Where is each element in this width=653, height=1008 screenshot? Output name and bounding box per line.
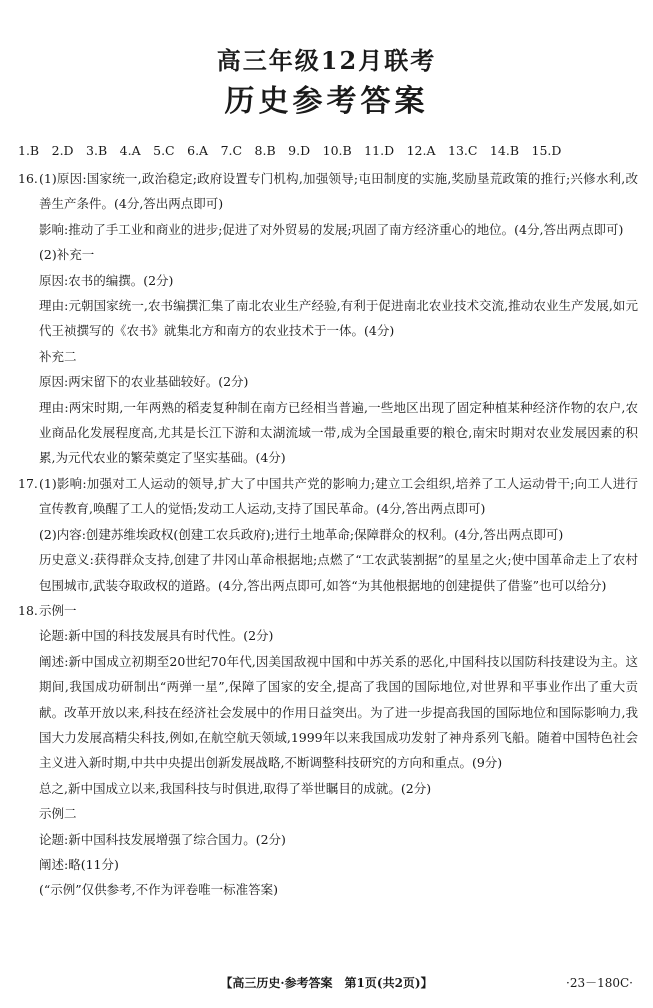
- answer-line: 总之,新中国成立以来,我国科技与时俱进,取得了举世瞩目的成就。(2分): [39, 780, 432, 796]
- footer-code: ·23－180C·: [566, 976, 633, 990]
- answer-line: 历史意义:获得群众支持,创建了井冈山革命根据地;点燃了“工农武装割据”的星星之火;使中国革命走上了农村包围城市,武装夺取政权的道路。(4分,答出两点即可,如答“为其他根据地的创建提供了借鉴”也可以给分): [39, 552, 638, 593]
- answer-line: 理由:两宋时期,一年两熟的稻麦复种制在南方已经相当普遍,一些地区出现了固定种植某种经济作物的农户,农业商品化发展程度高,尤其是长江下游和太湖流域一带,成为全国最重要的粮仓,南宋时期对农业发展因素的积累,为元代农业的繁荣奠定了坚实基础。(4分): [39, 399, 638, 466]
- answer-line: 补充二: [39, 348, 77, 364]
- answer-key-title: 历史参考答案: [224, 84, 429, 119]
- question-16: [18, 166, 638, 471]
- answer-line: 阐述:新中国成立初期至20世纪70年代,因美国敌视中国和中苏关系的恶化,中国科技以国防科技建设为主。这期间,我国成功研制出“两弹一星”,保障了国家的安全,提高了我国的国际地位,对世界和平事业作出了重大贡献。改革开放以来,科技在经济社会发展中的作用日益突出。为了进一步提高我国的国际地位和国际影响力,我国大力发展高精尖科技,例如,在航空航天领域,1999年以来我国成功发射了神舟系列飞船。随着中国特色社会主义进入新时期,中共中央提出创新发展战略,不断调整科技研究的方向和重点。(9分): [39, 653, 638, 771]
- question-18: [18, 598, 638, 903]
- question-number: 18.: [18, 602, 38, 618]
- multiple-choice-answers: 1.B 2.D 3.B 4.A 5.C 6.A 7.C 8.B 9.D 10.B 11.D 12.A 13.C 14.B 15.D: [18, 143, 562, 158]
- answer-line: 理由:元朝国家统一,农书编撰汇集了南北农业生产经验,有利于促进南北农业技术交流,推动农业生产发展,如元代王祯撰写的《农书》就集北方和南方的农业技术于一体。(4分): [39, 298, 638, 339]
- question-17: [18, 471, 638, 598]
- question-number: 17.: [18, 475, 38, 491]
- answer-line: (1)原因:国家统一,政治稳定;政府设置专门机构,加强领导;屯田制度的实施,奖励垦荒政策的推行;兴修水利,改善生产条件。(4分,答出两点即可): [39, 171, 638, 212]
- question-number: 16.: [18, 171, 38, 186]
- answer-line: 论题:新中国科技发展增强了综合国力。(2分): [39, 831, 286, 847]
- footer-page-info: 【高三历史·参考答案 第1页(共2页)】: [220, 976, 433, 990]
- exam-title: 高三年级12月联考: [216, 46, 437, 75]
- answer-body: [18, 166, 638, 903]
- answer-line: (1)影响:加强对工人运动的领导,扩大了中国共产党的影响力;建立工会组织,培养了工人运动骨干;向工人进行宣传教育,唤醒了工人的觉悟;发动工人运动,支持了国民革命。(4分,答出两点即可): [39, 475, 638, 517]
- answer-line: (2)补充一: [39, 247, 95, 263]
- answer-line: (2)内容:创建苏维埃政权(创建工农兵政府);进行土地革命;保障群众的权利。(4分,答出两点即可): [39, 526, 564, 542]
- answer-line: 原因:两宋留下的农业基础较好。(2分): [39, 374, 249, 390]
- answer-line: 示例二: [39, 806, 77, 822]
- page-footer: [0, 973, 653, 993]
- answer-line: 原因:农书的编撰。(2分): [39, 272, 174, 288]
- answer-line: (“示例”仅供参考,不作为评卷唯一标准答案): [39, 882, 279, 898]
- answer-line: 论题:新中国的科技发展具有时代性。(2分): [39, 628, 274, 644]
- answer-line: 示例一: [39, 602, 77, 618]
- answer-line: 影响:推动了手工业和商业的进步;促进了对外贸易的发展;巩固了南方经济重心的地位。(4分,答出两点即可): [39, 221, 624, 237]
- answer-line: 阐述:略(11分): [39, 856, 119, 872]
